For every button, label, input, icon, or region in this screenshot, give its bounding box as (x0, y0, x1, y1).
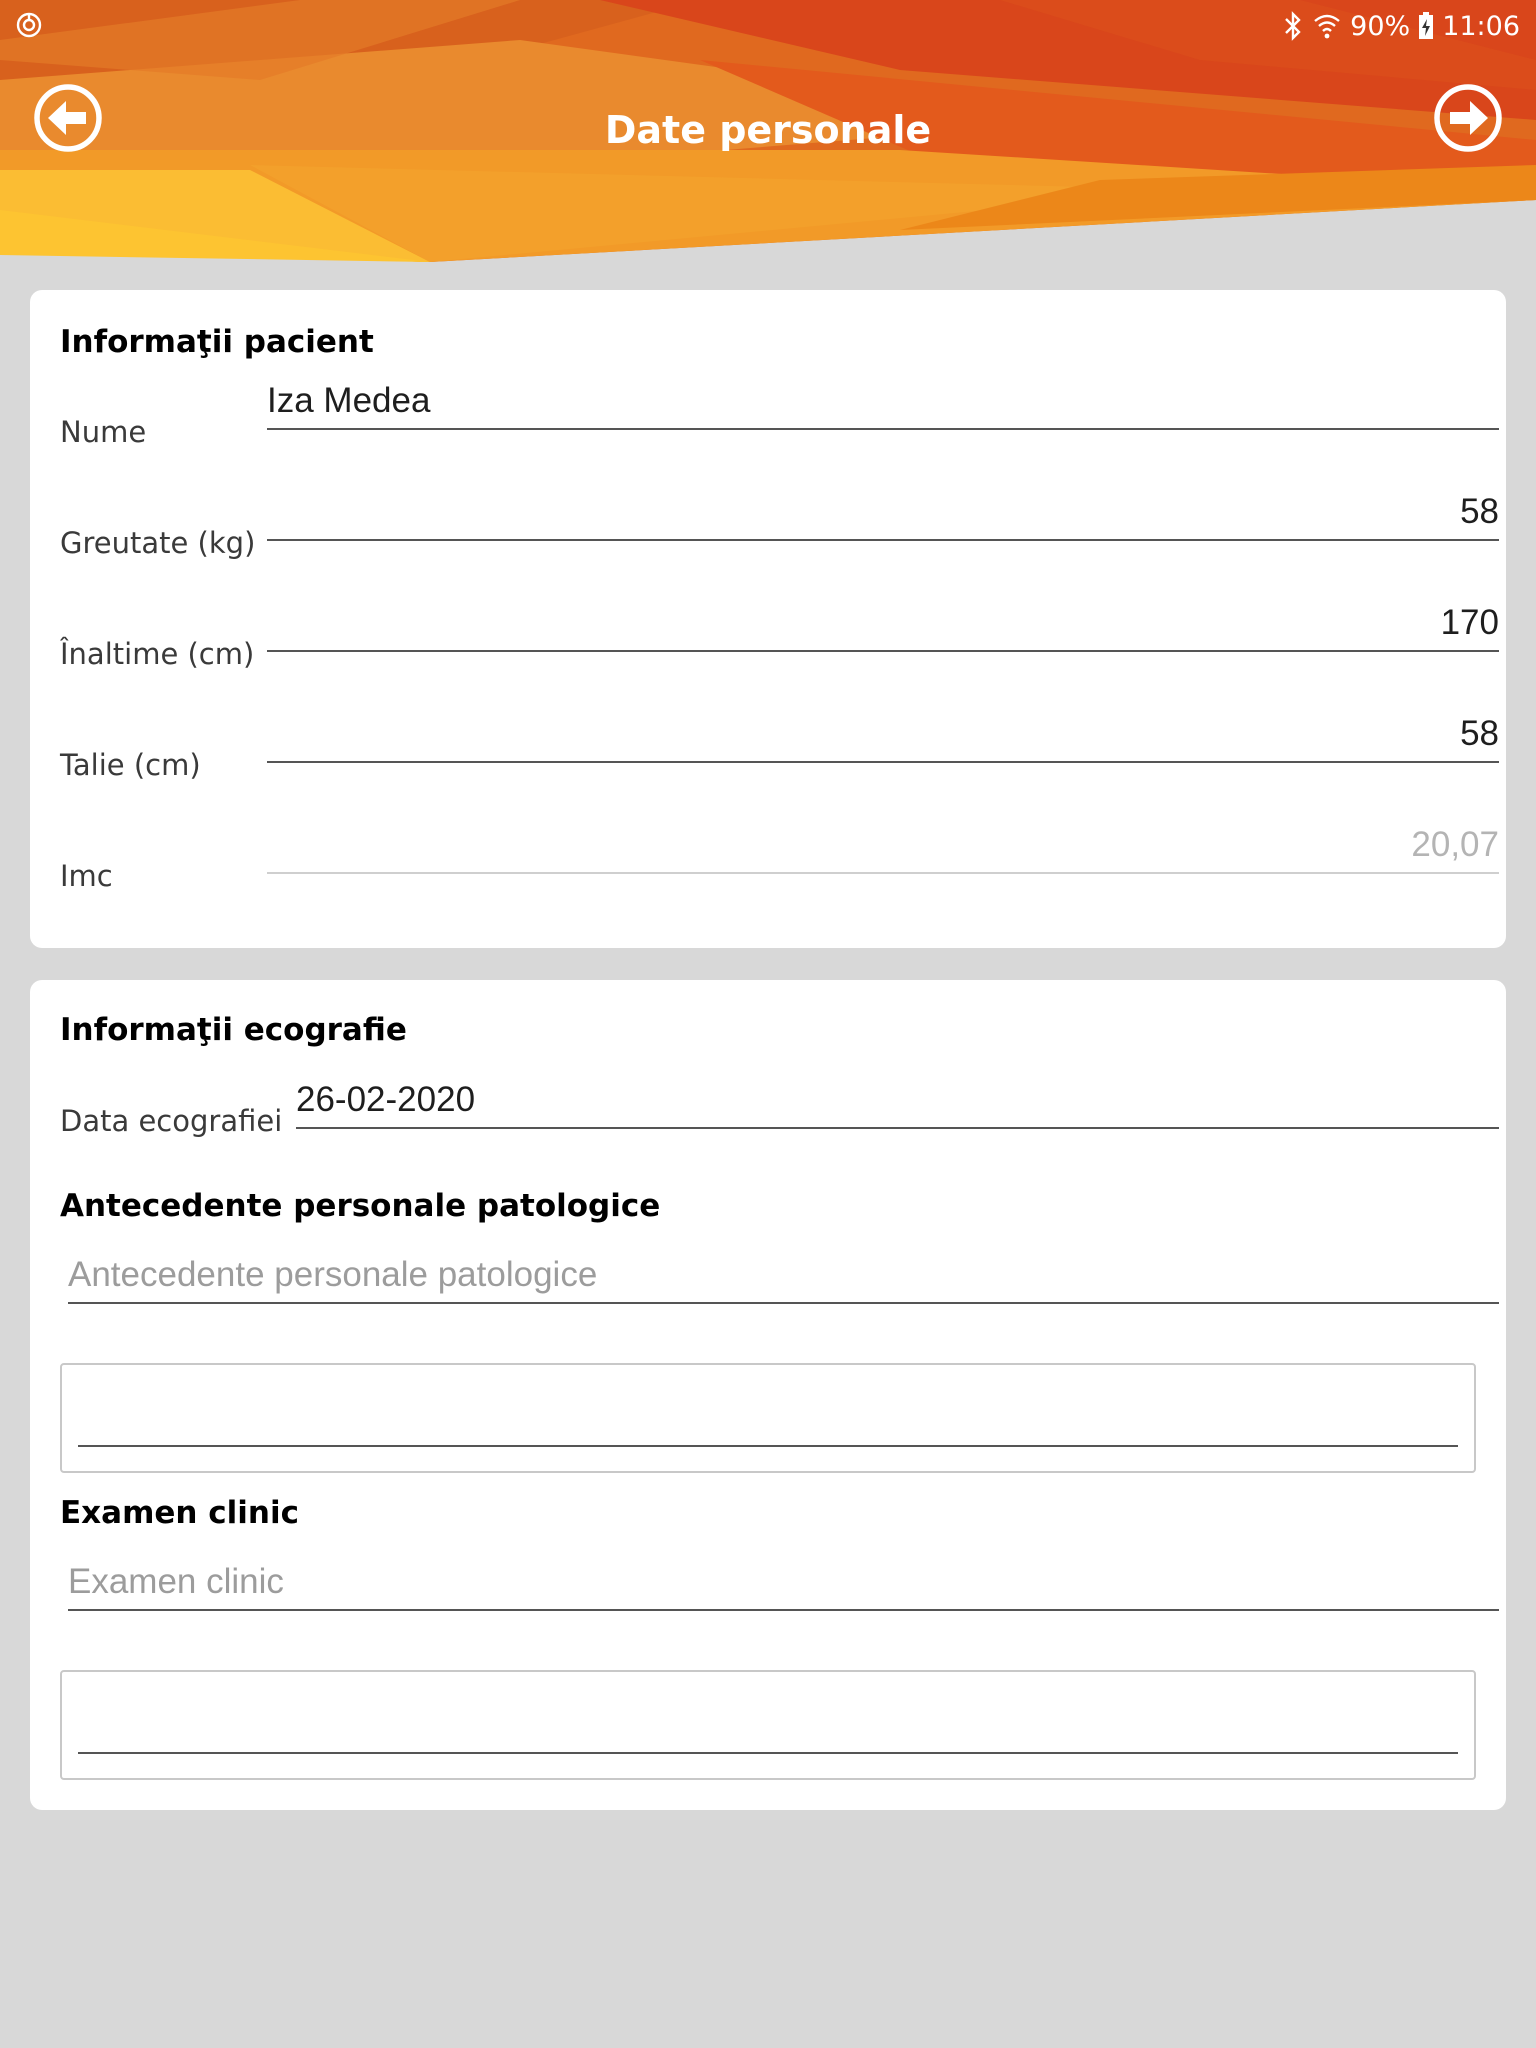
bmi-field (267, 820, 1499, 874)
name-value: Iza Medea (267, 381, 431, 420)
history-placeholder: Antecedente personale patologice (68, 1255, 598, 1294)
echo-date-input[interactable] (296, 1075, 1499, 1129)
sync-icon (14, 10, 44, 40)
height-label: Înaltime (cm) (60, 637, 255, 671)
name-input[interactable] (267, 376, 1499, 430)
next-button[interactable] (1432, 82, 1504, 154)
waist-value: 58 (1460, 714, 1499, 753)
clinical-placeholder: Examen clinic (68, 1562, 284, 1601)
wifi-icon (1312, 11, 1342, 41)
history-input[interactable] (68, 1250, 1499, 1304)
history-textarea-line (78, 1445, 1458, 1447)
clinical-textarea-line (78, 1752, 1458, 1754)
waist-input[interactable] (267, 709, 1499, 763)
history-textarea[interactable] (60, 1363, 1476, 1473)
waist-label: Talie (cm) (60, 748, 201, 782)
bmi-label: Imc (60, 859, 113, 893)
echo-date-value: 26-02-2020 (296, 1080, 476, 1119)
echo-info-card (30, 980, 1506, 1810)
echo-date-label: Data ecografiei (60, 1104, 283, 1138)
weight-input[interactable] (267, 487, 1499, 541)
patient-info-card (30, 290, 1506, 948)
arrow-right-circle-icon (1437, 87, 1499, 149)
clinical-textarea[interactable] (60, 1670, 1476, 1780)
weight-label: Greutate (kg) (60, 526, 256, 560)
height-value: 170 (1440, 603, 1499, 642)
echo-info-title: Informaţii ecografie (60, 1012, 407, 1048)
history-title: Antecedente personale patologice (60, 1188, 661, 1224)
battery-percent: 90% (1350, 10, 1411, 42)
clinical-title: Examen clinic (60, 1495, 299, 1531)
name-label: Nume (60, 415, 147, 449)
bmi-value: 20,07 (1411, 825, 1499, 864)
height-input[interactable] (267, 598, 1499, 652)
bluetooth-icon (1282, 11, 1304, 41)
page-title: Date personale (604, 108, 932, 152)
clinical-input[interactable] (68, 1557, 1499, 1611)
weight-value: 58 (1460, 492, 1499, 531)
app-header (0, 0, 1536, 262)
patient-info-title: Informaţii pacient (60, 324, 374, 360)
status-bar (1282, 6, 1520, 46)
clock: 11:06 (1442, 10, 1520, 42)
battery-charging-icon (1418, 11, 1434, 41)
